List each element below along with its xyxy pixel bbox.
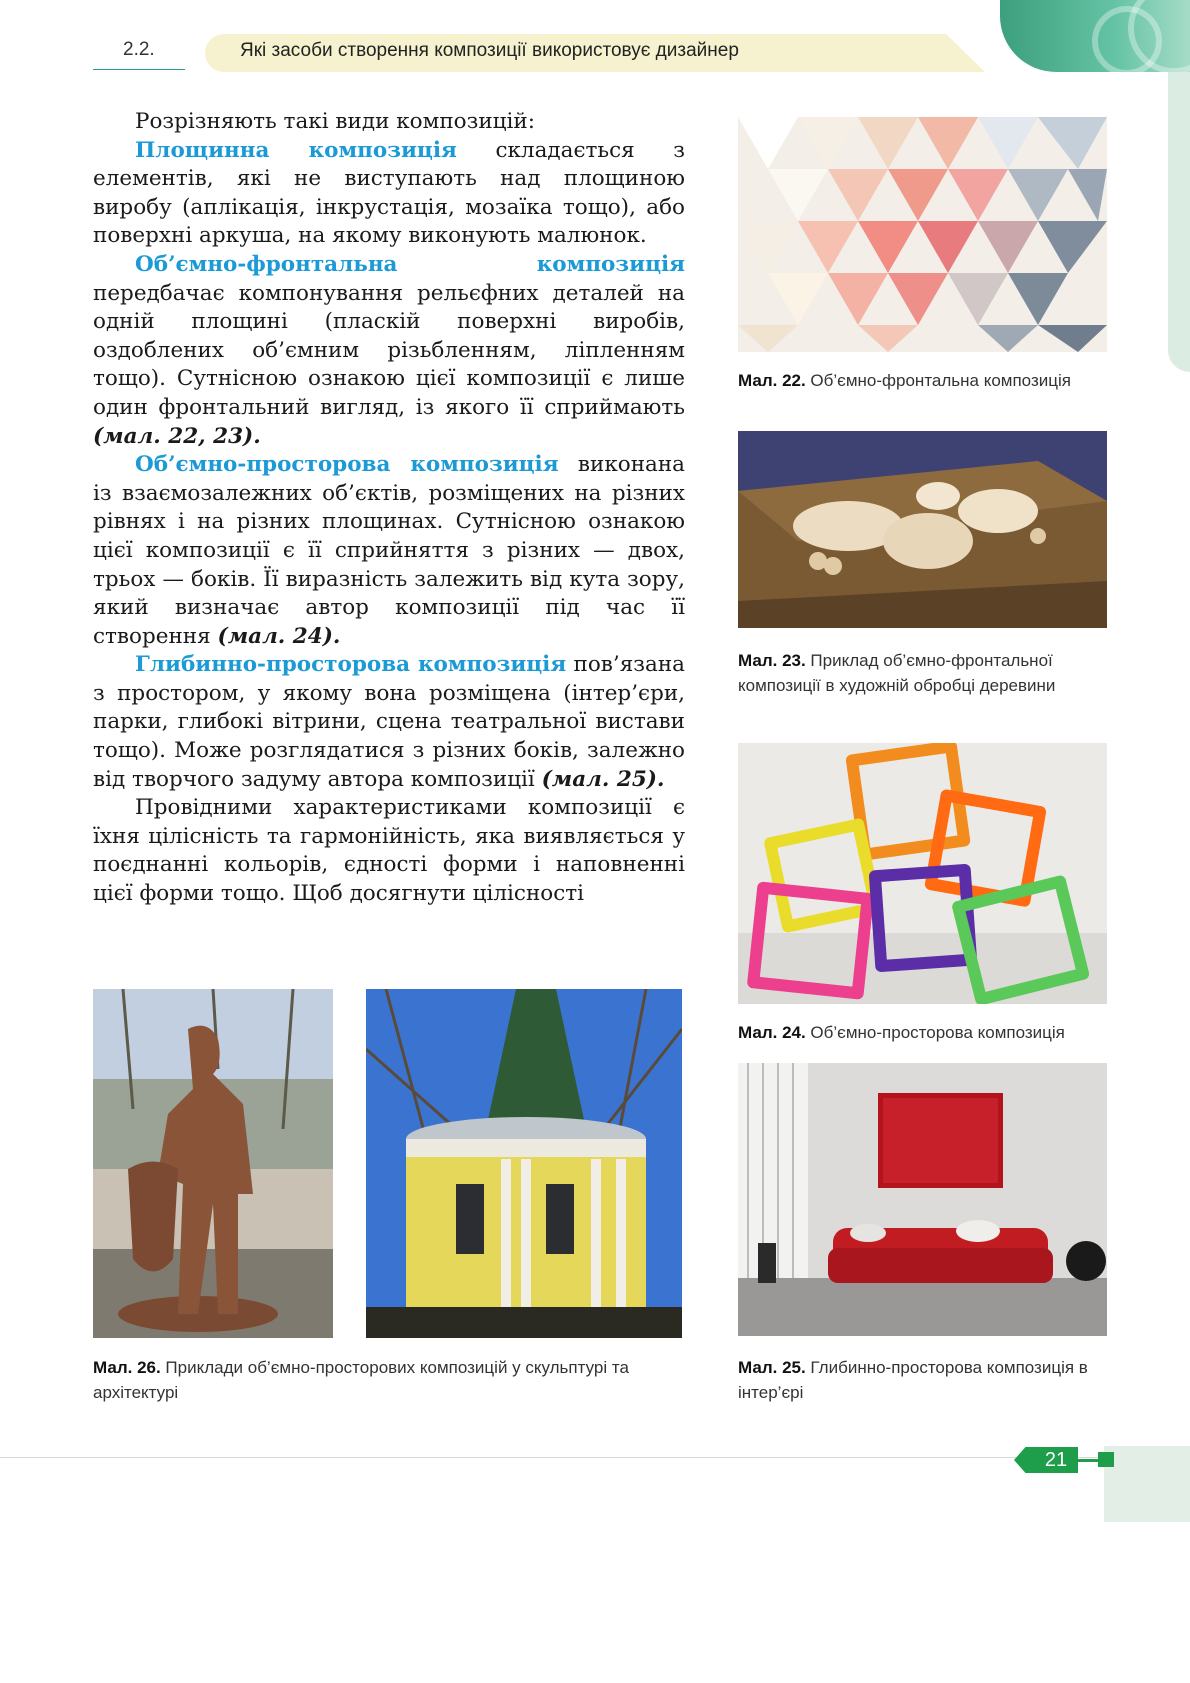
page-marker-line [1078,1459,1098,1462]
corner-decoration [1000,0,1190,72]
figure-22-image [738,117,1107,352]
figure-24-caption [738,1020,1118,1045]
figure-23-label: Мал. 23. [738,651,806,670]
figure-25-label: Мал. 25. [738,1358,806,1377]
figure-24-text: Об’ємно-просторова композиція [805,1023,1065,1042]
figure-23-caption [738,648,1118,698]
term-volume-frontal: Об’ємно-фронтальна композиція [135,251,685,277]
figure-26-statue-image [93,989,333,1338]
side-strip [1168,72,1190,372]
figure-26-label: Мал. 26. [93,1358,161,1377]
figure-24-image [738,743,1107,1004]
figure-22-text: Об’ємно-фронтальна композиція [805,371,1071,390]
paragraph-planar [93,137,685,251]
term-volume-spatial: Об’ємно-просторова композиція [135,452,559,478]
footer-rule [0,1457,1104,1458]
ref-fig-24: (мал. 24). [217,623,341,649]
text-deep-spatial: пов’язана з простором, у якому вона розміщена (інтер’єри, парки, глибокі вітрини, сцена театральної вистави тощо). Може розглядатися з різних боків, залежно від творчого задуму автора композиції [93,652,685,792]
figure-22-label: Мал. 22. [738,371,806,390]
paragraph-volume-spatial [93,451,685,651]
figure-22-caption [738,368,1118,393]
figure-23-text: Приклад об’ємно-фронтальної композиції в художній обробці деревини [738,651,1056,695]
figure-25-caption [738,1355,1110,1405]
section-number: 2.2. [93,38,185,70]
intro-paragraph: Розрізняють такі види композицій: [135,109,535,134]
ref-fig-22-23: (мал. 22, 23). [93,423,261,449]
figure-25-text: Глибинно-просторова композиція в інтер’єрі [738,1358,1088,1402]
figure-26-pavilion-image [366,989,682,1338]
page-marker-square [1098,1452,1114,1467]
figure-26-text: Приклади об’ємно-просторових композицій у скульптурі та архітектурі [93,1358,629,1402]
figure-24-label: Мал. 24. [738,1023,806,1042]
figure-25-image [738,1063,1107,1336]
figure-26-caption [93,1355,693,1405]
paragraph-characteristics: Провідними характеристиками композиції є їхня цілісність та гармонійність, яка виявляється у поєднанні кольорів, єдності форми і наповненні цієї форми тощо. Щоб досягнути цілісності [93,795,685,907]
text-volume-frontal: передбачає компонування рельєфних деталей на одній площині (пласкій поверхні виробів, оздоблених об’ємним різьбленням, ліпленням тощо). Сутнісною ознакою цієї композиції є лише один фронтальний вигляд, із якого її сприймають [93,280,685,420]
paragraph-volume-frontal [93,251,685,451]
ref-fig-25: (мал. 25). [541,766,665,792]
body-text [93,108,685,909]
term-planar: Площинна композиція [135,137,457,163]
footer-decoration-block [1104,1446,1190,1522]
paragraph-deep-spatial [93,651,685,794]
text-planar: складається з елементів, які не виступають над площиною виробу (аплікація, інкрустація, мозаїка тощо), або поверхні аркуша, на якому виконують малюнок. [93,137,686,249]
text-volume-spatial: виконана із взаємозалежних об’єктів, розміщених на різних рівнях і на різних площинах. Сутнісною ознакою цієї композиції є її сприйняття з різних — двох, трьох — боків. Її виразність залежить від кута зору, який визначає автор композиції під час її створення [93,452,685,649]
page-number: 21 [1044,1449,1068,1471]
section-title: Які засоби створення композиції використовує дизайнер [240,40,739,61]
term-deep-spatial: Глибинно-просторова композиція [135,652,567,678]
figure-23-image [738,431,1107,628]
